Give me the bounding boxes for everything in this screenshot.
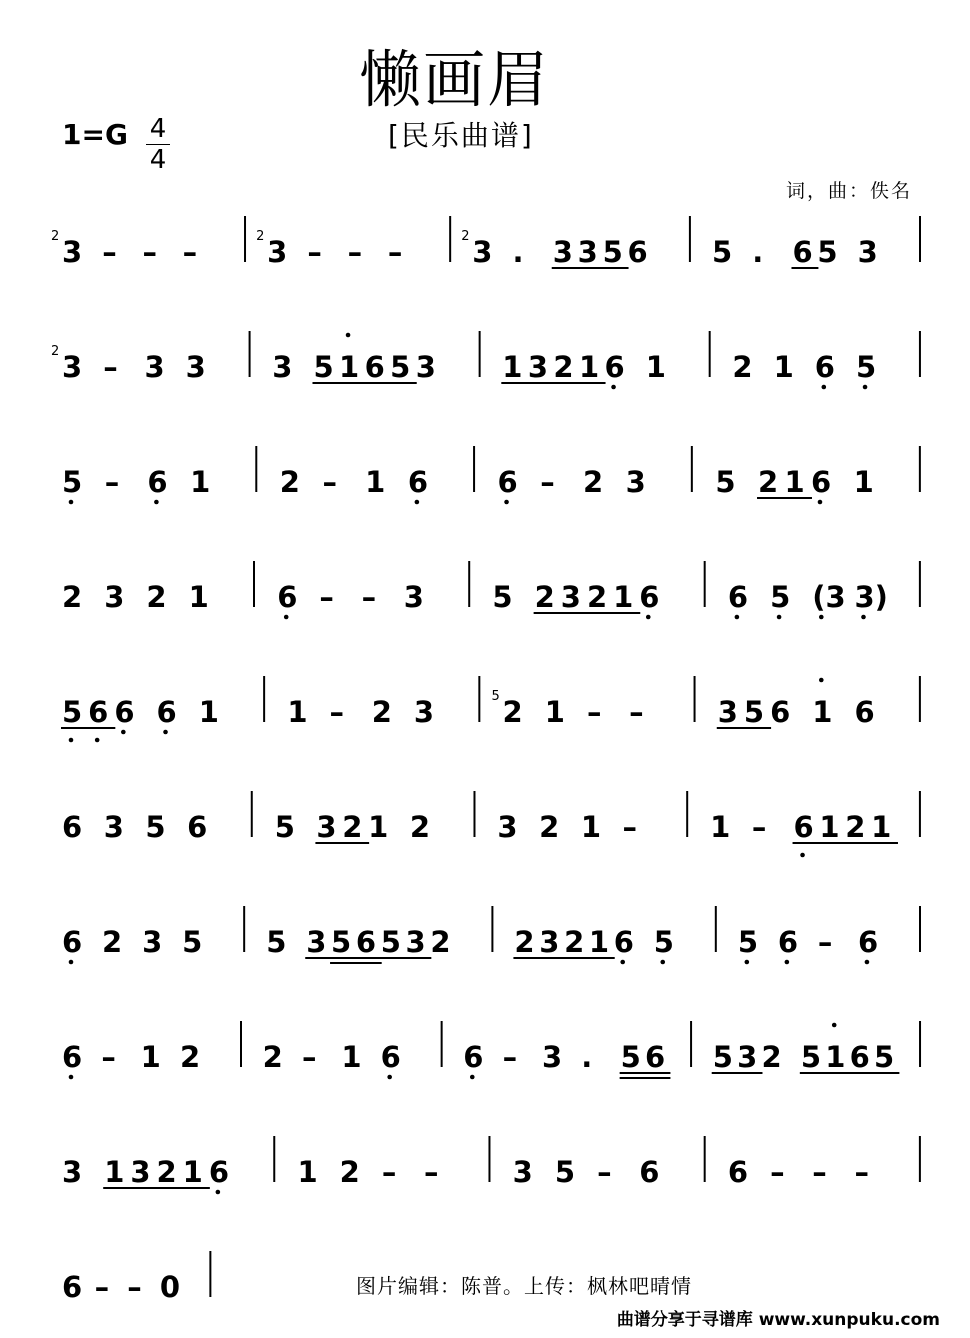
- high-octave-dot: [346, 333, 351, 338]
- low-octave-dot: [121, 730, 126, 735]
- low-octave-dot: [387, 1075, 392, 1080]
- low-octave-dot: [415, 500, 420, 505]
- high-octave-dot: [832, 1023, 837, 1028]
- dash-note: –: [854, 1155, 869, 1189]
- note: 1: [812, 695, 833, 729]
- dash-note: –: [104, 465, 120, 499]
- note: 6: [364, 350, 385, 384]
- note: 1: [580, 810, 602, 844]
- note: 3: [104, 580, 125, 614]
- note: 1: [341, 1040, 362, 1074]
- low-octave-dot: [69, 738, 74, 743]
- note: 5: [715, 465, 736, 499]
- note: 6: [407, 465, 429, 499]
- note: 3: [857, 235, 878, 269]
- dash-note: –: [182, 235, 198, 269]
- note: 1: [825, 1040, 846, 1074]
- note: 1: [502, 350, 523, 384]
- note: 3): [854, 580, 888, 614]
- note: 6: [277, 580, 298, 614]
- note: 5: [390, 350, 411, 384]
- low-octave-dot: [660, 960, 665, 965]
- low-octave-dot: [735, 615, 740, 620]
- dash-note: –: [322, 465, 337, 499]
- note: 3: [625, 465, 646, 499]
- note: 1: [297, 1155, 318, 1189]
- low-octave-dot: [95, 738, 100, 743]
- dash-note: –: [751, 810, 767, 844]
- note: 2: [102, 925, 123, 959]
- grace-note: 2: [51, 344, 60, 359]
- low-octave-dot: [216, 1190, 221, 1195]
- note: 2: [339, 1155, 360, 1189]
- time-signature: [148, 114, 168, 175]
- dash-note: –: [103, 350, 118, 384]
- note: 1: [104, 1155, 125, 1189]
- note: 3: [130, 1155, 151, 1189]
- note: 1: [871, 810, 892, 844]
- note: 5: [266, 925, 287, 959]
- note: 2: [564, 925, 585, 959]
- dash-note: –: [102, 235, 117, 269]
- note: 2: [409, 810, 431, 844]
- note: 1: [182, 1155, 203, 1189]
- note: 1: [198, 695, 219, 729]
- note: 5: [331, 925, 352, 959]
- low-octave-dot: [646, 615, 651, 620]
- note: 6: [604, 350, 625, 384]
- note: 1: [853, 465, 874, 499]
- note: 2: [262, 1040, 283, 1074]
- low-octave-dot: [865, 960, 870, 965]
- note: 6: [62, 925, 83, 959]
- note: 3: [316, 810, 337, 844]
- note: 1: [613, 580, 634, 614]
- note: 2: [539, 810, 560, 844]
- dash-note: –: [142, 235, 157, 269]
- note: 2: [62, 580, 83, 614]
- note: 2: [146, 580, 167, 614]
- note: 5: [800, 1040, 822, 1074]
- note: 1: [287, 695, 308, 729]
- low-octave-dot: [69, 1075, 74, 1080]
- note: 3: [512, 1155, 533, 1189]
- note: 6: [792, 235, 813, 269]
- low-octave-dot: [822, 385, 827, 390]
- dash-note: –: [329, 695, 345, 729]
- note: 6: [62, 810, 83, 844]
- note: 6: [147, 465, 168, 499]
- note: 2: [180, 1040, 201, 1074]
- note: 1: [645, 350, 666, 384]
- note: 6: [810, 465, 832, 499]
- dash-note: –: [301, 1040, 317, 1074]
- note: 3: [267, 235, 288, 269]
- note: 1: [365, 465, 386, 499]
- note: 3: [62, 1155, 83, 1189]
- dash-note: –: [94, 1270, 110, 1304]
- song-title: 懒画眉: [358, 43, 551, 116]
- note: 5: [602, 235, 623, 269]
- note: 1: [339, 350, 360, 384]
- note: 1: [190, 465, 211, 499]
- dash-note: –: [597, 1155, 612, 1189]
- key-signature: 1=G: [62, 118, 128, 151]
- note: 6: [88, 695, 109, 729]
- note: 3: [541, 1040, 563, 1074]
- note: 6: [639, 1155, 660, 1189]
- note: 6: [849, 1040, 870, 1074]
- note: 5: [620, 1040, 641, 1074]
- note: 5: [62, 695, 83, 729]
- low-octave-dot: [863, 385, 868, 390]
- note: 3: [144, 350, 165, 384]
- note: 3: [272, 350, 293, 384]
- note: 5: [313, 350, 334, 384]
- dash-note: –: [812, 1155, 827, 1189]
- note: 6: [793, 810, 814, 844]
- note: 5: [737, 925, 759, 959]
- note: 5: [492, 580, 513, 614]
- low-octave-dot: [620, 960, 625, 965]
- note: 1: [773, 350, 794, 384]
- note: 2: [586, 580, 608, 614]
- note: 6: [156, 695, 177, 729]
- note: 1: [140, 1040, 161, 1074]
- note: 3: [717, 695, 738, 729]
- note: 3: [185, 350, 206, 384]
- dash-note: –: [586, 695, 602, 729]
- low-octave-dot: [785, 960, 790, 965]
- credits-label: 词，曲：佚名: [785, 180, 912, 202]
- note: 3: [306, 925, 327, 959]
- note: 5: [712, 1040, 733, 1074]
- site-watermark: 曲谱分享于寻谱库 www.xunpuku.com: [616, 1310, 940, 1330]
- note: 2: [553, 350, 574, 384]
- note: 5: [770, 580, 791, 614]
- note: 6: [497, 465, 518, 499]
- note: 6: [727, 1155, 749, 1189]
- note: 3: [415, 350, 436, 384]
- note: 3: [403, 580, 424, 614]
- low-octave-dot: [745, 960, 750, 965]
- genre-label: [民乐曲谱]: [388, 119, 534, 152]
- low-octave-dot: [154, 500, 159, 505]
- note: 6: [355, 925, 377, 959]
- low-octave-dot: [611, 385, 616, 390]
- dash-note: –: [424, 1155, 439, 1189]
- note: 6: [463, 1040, 484, 1074]
- note: 2: [732, 350, 753, 384]
- low-octave-dot: [819, 615, 824, 620]
- note: 5: [62, 465, 83, 499]
- note: 5: [653, 925, 674, 959]
- note: 6: [727, 580, 749, 614]
- note: 6: [857, 925, 879, 959]
- note: 1: [819, 810, 840, 844]
- dash-note: –: [101, 1040, 116, 1074]
- low-octave-dot: [163, 730, 168, 735]
- note: 6: [645, 1040, 666, 1074]
- note: 3: [552, 235, 573, 269]
- note: 2: [430, 925, 451, 959]
- note: 6: [187, 810, 208, 844]
- note: 6: [613, 925, 634, 959]
- note: 6: [114, 695, 135, 729]
- note: 6: [627, 235, 648, 269]
- note: 3: [497, 810, 518, 844]
- note: 5: [856, 350, 877, 384]
- note: 3: [413, 695, 435, 729]
- note: 6: [62, 1040, 83, 1074]
- dash-note: –: [629, 695, 644, 729]
- note: (3: [812, 580, 846, 614]
- dash-note: –: [361, 580, 377, 614]
- note: .: [752, 235, 764, 269]
- note: 2: [534, 580, 555, 614]
- note: 3: [737, 1040, 758, 1074]
- note: 2: [514, 925, 535, 959]
- dash-note: –: [347, 235, 363, 269]
- time-denominator: 4: [149, 145, 167, 175]
- low-octave-dot: [504, 500, 509, 505]
- note: 3: [62, 350, 83, 384]
- dash-note: –: [127, 1270, 142, 1304]
- dash-note: –: [770, 1155, 785, 1189]
- note: 5: [817, 235, 838, 269]
- note: 5: [145, 810, 166, 844]
- dash-note: –: [817, 925, 833, 959]
- note: 0: [159, 1270, 181, 1304]
- dash-note: –: [540, 465, 555, 499]
- note: 2: [582, 465, 604, 499]
- low-octave-dot: [777, 615, 782, 620]
- note: 3: [405, 925, 426, 959]
- high-octave-dot: [819, 678, 824, 683]
- low-octave-dot: [818, 500, 823, 505]
- note: 6: [62, 1270, 83, 1304]
- note: 2: [845, 810, 866, 844]
- note: 5: [182, 925, 203, 959]
- low-octave-dot: [470, 1075, 475, 1080]
- dash-note: –: [319, 580, 334, 614]
- note: 6: [770, 695, 791, 729]
- low-octave-dot: [284, 615, 289, 620]
- note: 1: [544, 695, 565, 729]
- note: 6: [380, 1040, 401, 1074]
- note: 6: [854, 695, 875, 729]
- note: 3: [472, 235, 493, 269]
- grace-note: 5: [491, 689, 500, 704]
- note: 1: [588, 925, 610, 959]
- dash-note: –: [307, 235, 322, 269]
- dash-note: –: [387, 235, 403, 269]
- note: 3: [560, 580, 581, 614]
- note: 5: [712, 235, 733, 269]
- note: 5: [874, 1040, 895, 1074]
- note: 1: [710, 810, 731, 844]
- note: 5: [380, 925, 401, 959]
- note: 2: [371, 695, 392, 729]
- editor-credit: 图片编辑：陈普。上传：枫林吧晴情: [356, 1274, 692, 1298]
- note: 1: [188, 580, 209, 614]
- note: 1: [784, 465, 805, 499]
- dash-note: –: [381, 1155, 397, 1189]
- note: 3: [539, 925, 560, 959]
- note: 2: [342, 810, 363, 844]
- note: 6: [814, 350, 835, 384]
- note: 5: [554, 1155, 576, 1189]
- note: .: [512, 235, 524, 269]
- low-octave-dot: [800, 853, 805, 858]
- note: 1: [578, 350, 600, 384]
- note: 1: [368, 810, 389, 844]
- dash-note: –: [622, 810, 638, 844]
- note: 2: [156, 1155, 177, 1189]
- note: 6: [208, 1155, 230, 1189]
- grace-note: 2: [256, 229, 265, 244]
- note: 3: [527, 350, 549, 384]
- note: 2: [758, 465, 779, 499]
- note: .: [581, 1040, 593, 1074]
- note: 3: [62, 235, 83, 269]
- note: 2: [502, 695, 523, 729]
- note: 3: [103, 810, 124, 844]
- note: 3: [142, 925, 163, 959]
- note: 2: [279, 465, 300, 499]
- note: 5: [274, 810, 295, 844]
- time-numerator: 4: [149, 114, 167, 144]
- low-octave-dot: [861, 615, 866, 620]
- grace-note: 2: [461, 229, 470, 244]
- note: 3: [577, 235, 598, 269]
- note: 2: [761, 1040, 782, 1074]
- note: 6: [639, 580, 660, 614]
- note: 5: [743, 695, 765, 729]
- note: 6: [777, 925, 799, 959]
- low-octave-dot: [69, 500, 74, 505]
- grace-note: 2: [51, 229, 60, 244]
- dash-note: –: [502, 1040, 518, 1074]
- low-octave-dot: [69, 960, 74, 965]
